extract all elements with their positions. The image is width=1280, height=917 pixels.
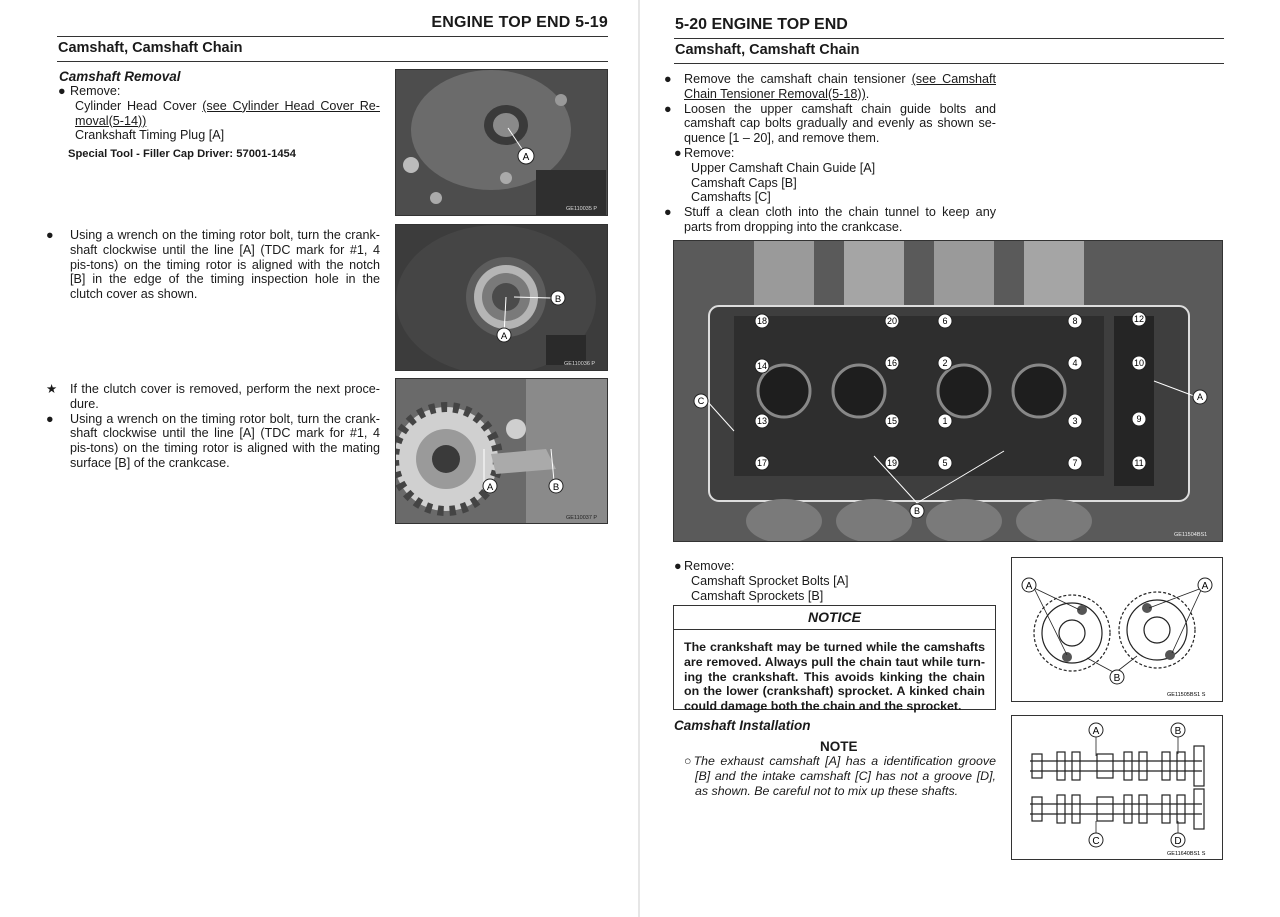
cylinder-head-photo	[674, 241, 1222, 541]
bolt-number: 15	[886, 416, 898, 426]
fig2-code: GE110036 P	[564, 361, 596, 367]
removal-heading: Camshaft Removal	[59, 69, 181, 84]
shaft-label-b: B	[1174, 726, 1182, 737]
bolt-number: 17	[756, 458, 768, 468]
note-text: The exhaust camshaft [A] has a identification groove [B] and the intake camshaft [C] has not a groove [D], as shown. Be careful not to mix up these shafts.	[693, 754, 996, 798]
bolt-number: 12	[1133, 314, 1145, 324]
bolt-number: 9	[1136, 414, 1142, 424]
main-fig-code: GE11504BS1	[1174, 532, 1208, 538]
sprockets-drawing	[1012, 558, 1222, 701]
bolt-number: 14	[756, 361, 768, 371]
step-clutch-cover: ★ If the clutch cover is removed, perform the next proce-dure. ● Using a wrench on the timing rotor bolt, turn the crank-shaft clockwise until the line [A] (TDC mark for #1, 4 pis-tons) on the timing rotor is aligned with the mating surface [B] of the crankcase.	[46, 382, 380, 470]
remove-item: Camshaft Sprockets [B]	[691, 588, 824, 603]
figure-camshafts	[1011, 715, 1223, 860]
step3-star-text: If the clutch cover is removed, perform the next proce-dure.	[70, 382, 380, 411]
camshafts-drawing	[1012, 716, 1222, 859]
bolt-number: 5	[942, 458, 948, 468]
step2-text: Using a wrench on the timing rotor bolt, turn the crank-shaft clockwise until the line [A] (TDC mark for #1, 4 pis-tons) on the timing rotor is aligned with the notch [B] in the edge of the timing inspection hole in the clutch cover as shown.	[70, 228, 380, 302]
remove-label: Remove:	[70, 84, 121, 98]
label-b: B	[913, 506, 921, 516]
figure-crankcase-mating	[395, 378, 608, 524]
remove-item: Camshafts [C]	[691, 190, 771, 205]
page-header: ENGINE TOP END 5-19	[431, 14, 608, 31]
header-rule	[674, 38, 1224, 39]
bolt-number: 4	[1072, 358, 1078, 368]
sprocket-removal: ● Remove: Camshaft Sprocket Bolts [A] Camshaft Sprockets [B]	[674, 559, 996, 603]
figure-sprockets	[1011, 557, 1223, 702]
installation-heading: Camshaft Installation	[674, 718, 811, 733]
removal-block: ● Remove: Cylinder Head Cover (see Cylinder Head Cover Re-moval(5-14)) Crankshaft Timing Plug [A] Special Tool - Filler Cap Driver: 57001-1454	[58, 84, 380, 161]
remove-label: Remove:	[684, 145, 735, 160]
shaft-fig-code: GE11640BS1 S	[1167, 851, 1206, 857]
bolt-number: 1	[942, 416, 948, 426]
section-rule	[674, 63, 1224, 64]
bolt-number: 2	[942, 358, 948, 368]
bolt-number: 8	[1072, 316, 1078, 326]
step-timing-rotor: ● Using a wrench on the timing rotor bolt, turn the crank-shaft clockwise until the line [A] (TDC mark for #1, 4 pis-tons) on the timing rotor is aligned with the notch [B] in the edge of the timing inspection hole in the clutch cover as shown.	[46, 228, 380, 302]
remove-item: Camshaft Sprocket Bolts [A]	[691, 573, 849, 588]
fig1-label-a: A	[522, 152, 530, 163]
section-title: Camshaft, Camshaft Chain	[58, 40, 243, 56]
section-rule	[57, 61, 608, 62]
removal-steps: ● Remove the camshaft chain tensioner (see Camshaft Chain Tensioner Removal(5-18)). ● Loosen the upper camshaft chain guide bolts and camshaft cap bolts gradually and evenly as shown se-quence [1 – 20], and remove them. ● Remove: Upper Camshaft Chain Guide [A] Camshaft Caps [B] Camshafts [C] ● Stuff a clean cloth into the chain tunnel to keep any parts from dropping into the crankcase.	[664, 72, 997, 234]
figure-timing-notch	[395, 224, 608, 371]
fig1-code: GE110035 P	[566, 206, 598, 212]
fig3-label-a: A	[486, 482, 494, 493]
page-spine	[638, 0, 640, 917]
notice-body: The crankshaft may be turned while the camshafts are removed. Always pull the chain taut while turn-ing the crankshaft. This avoids kinking the chain on the lower (crankshaft) sprocket. A kinked chain could damage both the chain and the sprocket.	[684, 640, 985, 714]
shaft-label-a: A	[1092, 726, 1100, 737]
remove-label: Remove:	[684, 559, 735, 573]
bolt-number: 13	[756, 416, 768, 426]
header-rule	[57, 36, 608, 37]
note-title: NOTE	[820, 739, 858, 754]
sprocket-label-a-right: A	[1201, 581, 1209, 592]
step-tensioner-end: .	[865, 86, 870, 101]
step-tensioner: Remove the camshaft chain tensioner	[684, 72, 912, 86]
fig3-label-b: B	[552, 482, 560, 493]
fig2-label-a: A	[500, 331, 508, 342]
bolt-number: 16	[886, 358, 898, 368]
sprocket-label-a-left: A	[1025, 581, 1033, 592]
remove-item: Upper Camshaft Chain Guide [A]	[691, 160, 876, 175]
bolt-number: 7	[1072, 458, 1078, 468]
remove-item: Camshaft Caps [B]	[691, 175, 797, 190]
crankcase-photo	[396, 379, 607, 523]
sprocket-label-b: B	[1113, 673, 1121, 684]
bolt-number: 6	[942, 316, 948, 326]
special-tool: Special Tool - Filler Cap Driver: 57001-1454	[68, 148, 296, 161]
timing-plug-photo	[396, 70, 607, 215]
figure-timing-plug	[395, 69, 608, 216]
bolt-number: 18	[756, 316, 768, 326]
notice-box	[673, 605, 996, 714]
step-loosen-bolts: Loosen the upper camshaft chain guide bolts and camshaft cap bolts gradually and evenly as shown se-quence [1 – 20], and remove them.	[684, 101, 996, 146]
right-page	[642, 0, 1280, 917]
left-page	[0, 0, 638, 917]
shaft-label-d: D	[1174, 836, 1182, 847]
sprocket-fig-code: GE11505BS1 S	[1167, 692, 1206, 698]
cylinder-head-cover-link[interactable]: (see Cylinder Head Cover Re-moval(5-14))	[75, 98, 380, 128]
notice-title: NOTICE	[674, 606, 995, 630]
bolt-number: 20	[886, 316, 898, 326]
tensioner-removal-link[interactable]: (see Camshaft Chain Tensioner Removal(5-18))	[684, 72, 997, 101]
section-title: Camshaft, Camshaft Chain	[675, 42, 860, 58]
figure-cylinder-head	[673, 240, 1223, 542]
timing-notch-photo	[396, 225, 607, 370]
bolt-number: 19	[886, 458, 898, 468]
bolt-number: 3	[1072, 416, 1078, 426]
note-body: ○The exhaust camshaft [A] has a identification groove [B] and the intake camshaft [C] has not a groove [D], as shown. Be careful not to mix up these shafts.	[684, 754, 996, 798]
page-header: 5-20 ENGINE TOP END	[675, 16, 848, 33]
label-a: A	[1196, 392, 1204, 402]
bolt-number: 11	[1134, 458, 1144, 468]
label-c: C	[697, 396, 705, 406]
fig2-label-b: B	[554, 294, 562, 305]
fig3-code: GE110037 P	[566, 515, 598, 521]
shaft-label-c: C	[1092, 836, 1100, 847]
removal-item-2: Crankshaft Timing Plug [A]	[75, 128, 225, 143]
removal-item-1: Cylinder Head Cover	[75, 98, 203, 113]
step3-text: Using a wrench on the timing rotor bolt, turn the crank-shaft clockwise until the line [A] (TDC mark for #1, 4 pis-tons) on the timing rotor is aligned with the mating surface [B] of the crankcase.	[70, 411, 380, 470]
bolt-number: 10	[1133, 358, 1145, 368]
step-stuff-cloth: Stuff a clean cloth into the chain tunnel to keep any parts from dropping into the crankcase.	[684, 205, 996, 234]
